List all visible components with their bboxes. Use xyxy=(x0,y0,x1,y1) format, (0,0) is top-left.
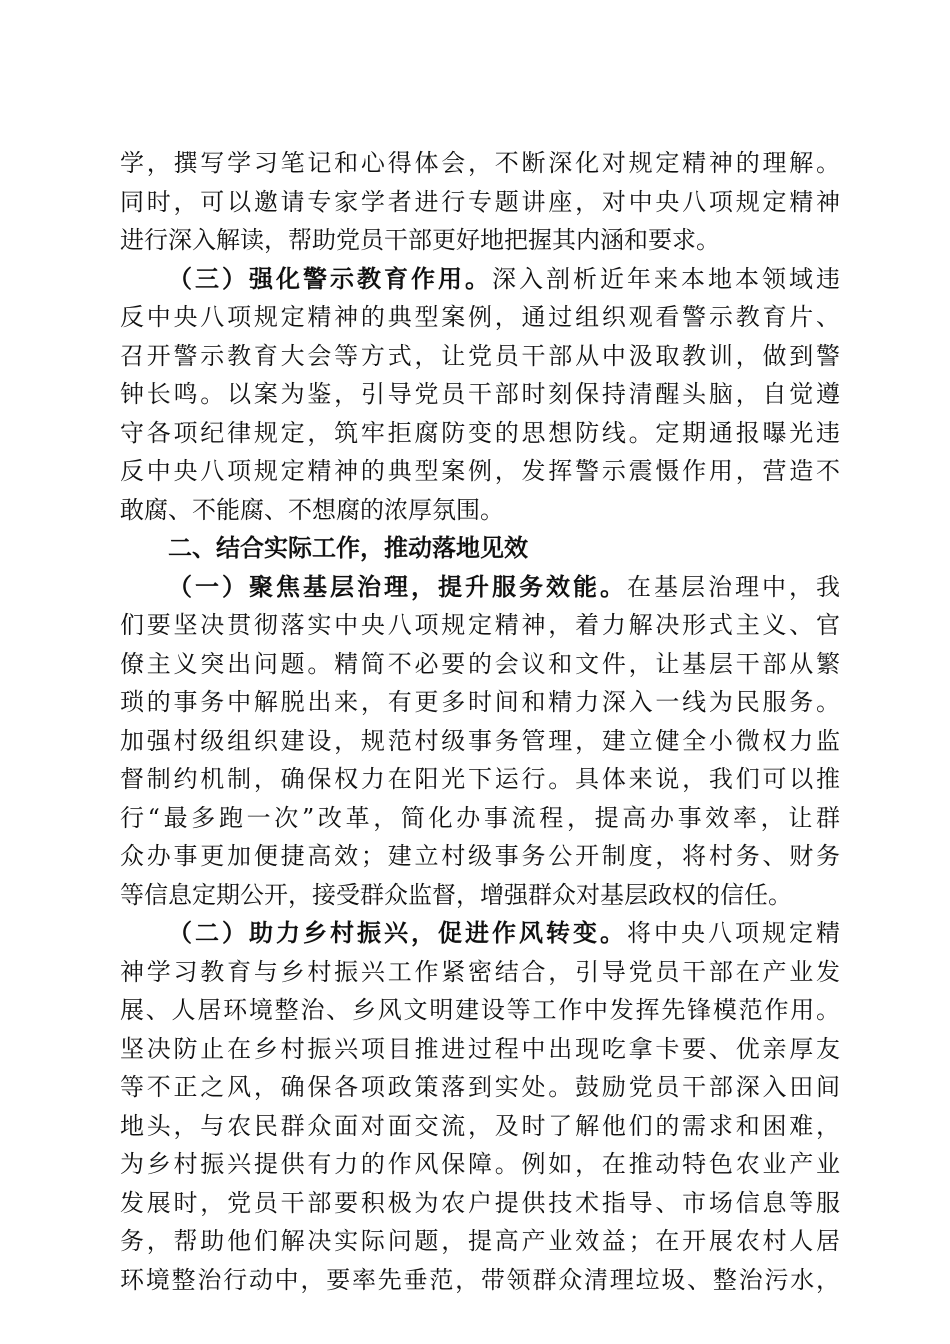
text-line: 们要坚决贯彻落实中央八项规定精神，着力解决形式主义、官 xyxy=(120,611,840,639)
text-line: 等信息定期公开，接受群众监督，增强群众对基层政权的信任。 xyxy=(120,880,792,909)
text-line: 务，帮助他们解决实际问题，提高产业效益；在开展农村人居 xyxy=(120,1227,840,1255)
text-line: 琐的事务中解脱出来，有更多时间和精力深入一线为民服务。 xyxy=(120,688,840,716)
document-body xyxy=(120,144,840,1299)
text-line: 为乡村振兴提供有力的作风保障。例如，在推动特色农业产业 xyxy=(120,1150,840,1178)
paragraph-text: 将中央八项规定精 xyxy=(627,919,840,947)
text-line: 神学习教育与乡村振兴工作紧密结合，引导党员干部在产业发 xyxy=(120,957,840,986)
text-line: 发展时，党员干部要积极为农户提供技术指导、市场信息等服 xyxy=(120,1188,840,1217)
paragraph-3 xyxy=(120,568,840,915)
text-line: 等不正之风，确保各项政策落到实处。鼓励党员干部深入田间 xyxy=(120,1073,840,1101)
text-line: 反中央八项规定精神的典型案例，通过组织观看警示教育片、 xyxy=(120,303,840,331)
text-line: 反中央八项规定精神的典型案例，发挥警示震慑作用，营造不 xyxy=(120,457,840,485)
text-line: 坚决防止在乡村振兴项目推进过程中出现吃拿卡要、优亲厚友 xyxy=(120,1034,840,1063)
text-line: 敢腐、不能腐、不想腐的浓厚氛围。 xyxy=(120,495,504,524)
text-line xyxy=(120,914,840,953)
paragraph-2 xyxy=(120,260,840,530)
paragraph-text: 深入剖析近年来本地本领域违 xyxy=(492,264,840,293)
text-line: 进行深入解读，帮助党员干部更好地把握其内涵和要求。 xyxy=(120,226,720,254)
text-line xyxy=(120,260,840,299)
text-line: 行“最多跑一次”改革，简化办事流程，提高办事效率，让群 xyxy=(120,803,840,832)
paragraph-lead: （三）强化警示教育作用。 xyxy=(168,263,492,293)
paragraph-lead: （二）助力乡村振兴，促进作风转变。 xyxy=(168,918,627,947)
text-line: 督制约机制，确保权力在阳光下运行。具体来说，我们可以推 xyxy=(120,765,840,793)
paragraph-1 xyxy=(120,144,840,260)
paragraph-lead: （一）聚焦基层治理，提升服务效能。 xyxy=(168,571,627,601)
text-line: 学，撰写学习笔记和心得体会，不断深化对规定精神的理解。 xyxy=(120,149,840,177)
text-line: 同时，可以邀请专家学者进行专题讲座，对中央八项规定精神 xyxy=(120,187,840,216)
paragraph-4 xyxy=(120,914,840,1299)
text-line: 召开警示教育大会等方式，让党员干部从中汲取教训，做到警 xyxy=(120,341,840,370)
section-heading: 二、结合实际工作，推动落地见效 xyxy=(168,533,528,562)
text-line: 守各项纪律规定，筑牢拒腐防变的思想防线。定期通报曝光违 xyxy=(120,418,840,447)
text-line: 展、人居环境整治、乡风文明建设等工作中发挥先锋模范作用。 xyxy=(120,996,840,1024)
text-line: 僚主义突出问题。精简不必要的会议和文件，让基层干部从繁 xyxy=(120,649,840,678)
paragraph-text: 在基层治理中，我 xyxy=(627,572,840,601)
text-line: 众办事更加便捷高效；建立村级事务公开制度，将村务、财务 xyxy=(120,842,840,870)
text-line: 钟长鸣。以案为鉴，引导党员干部时刻保持清醒头脑，自觉遵 xyxy=(120,380,840,408)
text-line: 环境整治行动中，要率先垂范，带领群众清理垃圾、整治污水， xyxy=(120,1265,840,1294)
text-line: 加强村级组织建设，规范村级事务管理，建立健全小微权力监 xyxy=(120,726,840,755)
text-line xyxy=(120,568,840,607)
text-line: 地头，与农民群众面对面交流，及时了解他们的需求和困难， xyxy=(120,1111,840,1140)
